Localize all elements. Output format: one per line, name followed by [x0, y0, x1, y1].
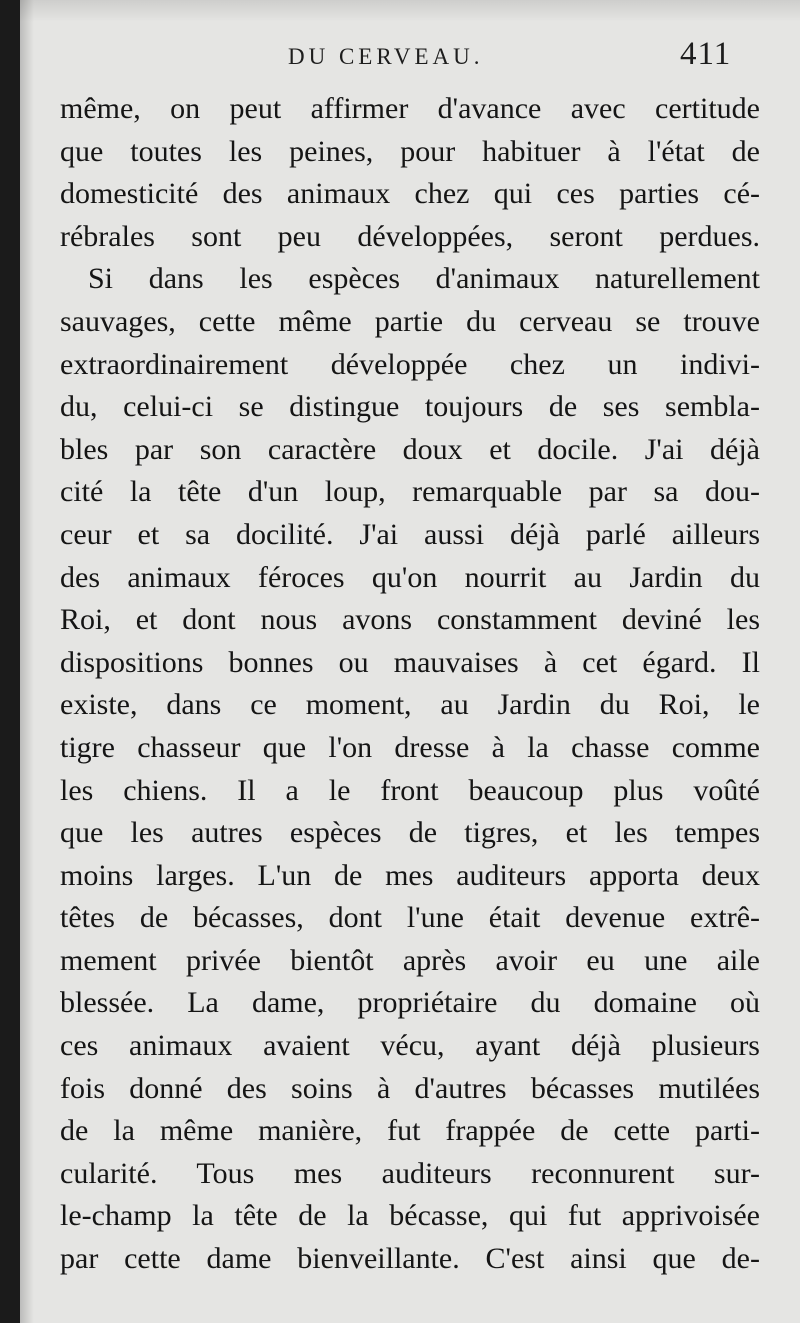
text-line: mement privée bientôt après avoir eu une aile: [60, 943, 760, 977]
running-head: DU CERVEAU.: [288, 44, 484, 69]
text-line: tigre chasseur que l'on dresse à la chasse comme: [60, 730, 760, 764]
text-line: moins larges. L'un de mes auditeurs apporta deux: [60, 858, 760, 892]
text-line: du, celui-ci se distingue toujours de ses sembla-: [60, 390, 760, 424]
text-line: bles par son caractère doux et docile. J'ai déjà: [60, 432, 760, 466]
text-line: dispositions bonnes ou mauvaises à cet égard. Il: [60, 645, 760, 679]
text-line: les chiens. Il a le front beaucoup plus voûté: [60, 773, 760, 807]
text-line: par cette dame bienveillante. C'est ainsi que de-: [60, 1242, 760, 1276]
text-line: extraordinairement développée chez un indivi-: [60, 347, 760, 381]
text-line: Si dans les espèces d'animaux naturellement: [88, 262, 760, 296]
text-line: le-champ la tête de la bécasse, qui fut apprivoisée: [60, 1199, 760, 1233]
book-page: [20, 0, 800, 1323]
text-line: cularité. Tous mes auditeurs reconnurent sur-: [60, 1156, 760, 1190]
text-line: de la même manière, fut frappée de cette parti-: [60, 1114, 760, 1148]
body-text: [60, 88, 760, 1281]
text-line: sauvages, cette même partie du cerveau se trouve: [60, 304, 760, 338]
text-line: que toutes les peines, pour habituer à l'état de: [60, 134, 760, 168]
text-line: des animaux féroces qu'on nourrit au Jardin du: [60, 560, 760, 594]
text-line: même, on peut affirmer d'avance avec certitude: [60, 92, 760, 125]
text-line: fois donné des soins à d'autres bécasses mutilées: [60, 1071, 760, 1105]
text-line: ces animaux avaient vécu, ayant déjà plusieurs: [60, 1029, 760, 1063]
text-line: domesticité des animaux chez qui ces parties cé-: [60, 177, 760, 211]
text-line: rébrales sont peu développées, seront perdues.: [60, 219, 760, 253]
text-line: que les autres espèces de tigres, et les tempes: [60, 816, 760, 850]
text-line: blessée. La dame, propriétaire du domaine où: [60, 986, 760, 1020]
text-line: ceur et sa docilité. J'ai aussi déjà parlé ailleurs: [60, 517, 760, 551]
text-line: têtes de bécasses, dont l'une était devenue extrê-: [60, 901, 760, 935]
text-line: cité la tête d'un loup, remarquable par sa dou-: [60, 475, 760, 509]
page-number: 411: [680, 36, 732, 72]
text-line: existe, dans ce moment, au Jardin du Roi, le: [60, 688, 760, 722]
text-line: Roi, et dont nous avons constamment deviné les: [60, 603, 760, 637]
